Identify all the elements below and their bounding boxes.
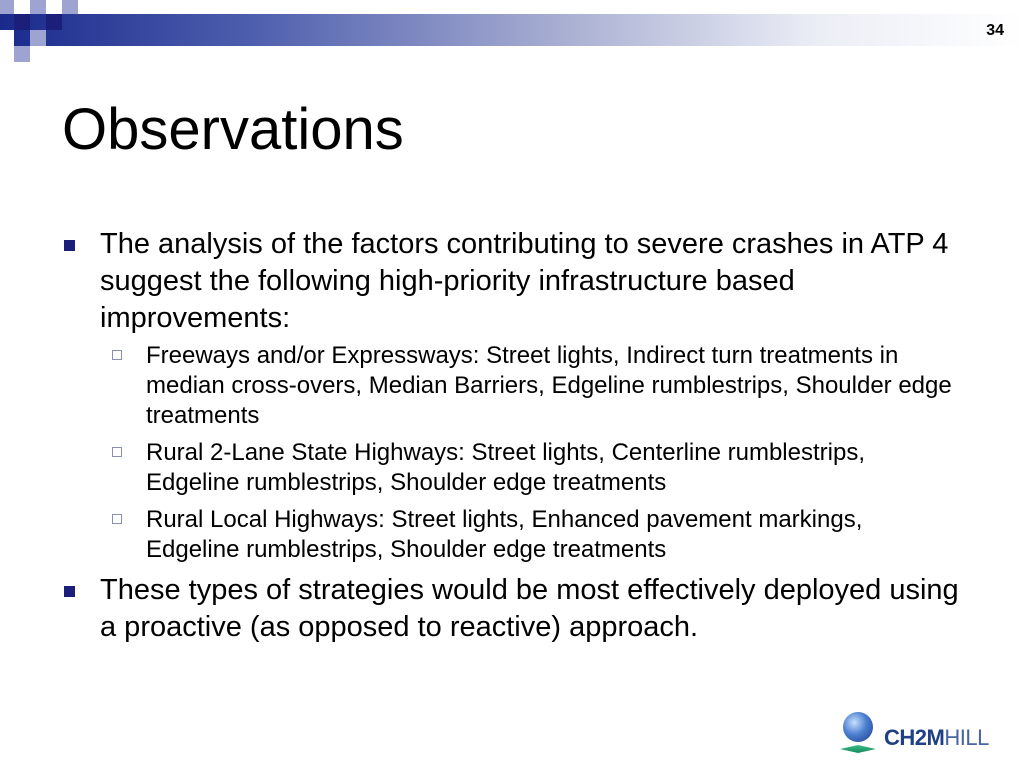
corner-square <box>0 0 14 14</box>
logo-name-bold: CH2M <box>884 725 945 750</box>
square-bullet-icon <box>64 240 75 251</box>
slide-number: 34 <box>986 22 1004 39</box>
sub-bullet-item <box>108 438 962 498</box>
corner-square <box>0 30 14 46</box>
header-gradient-bar <box>0 0 1024 46</box>
sub-bullet-text: Rural 2-Lane State Highways: Street lights, Centerline rumblestrips, Edgeline rumblestrips, Shoulder edge treatments <box>146 439 865 496</box>
corner-square <box>62 0 78 14</box>
corner-square <box>14 46 30 62</box>
hollow-square-bullet-icon <box>112 447 122 457</box>
corner-square <box>14 14 30 30</box>
corner-square <box>30 30 46 46</box>
sub-bullet-text: Rural Local Highways: Street lights, Enhanced pavement markings, Edgeline rumblestrips, Shoulder edge treatments <box>146 506 863 563</box>
header-white-band <box>0 0 1024 14</box>
slide-title: Observations <box>62 97 404 162</box>
logo-wordmark <box>884 725 989 751</box>
globe-icon <box>843 712 873 742</box>
hollow-square-bullet-icon <box>112 350 122 360</box>
bullet-item <box>62 572 962 646</box>
corner-square <box>30 0 46 14</box>
bullet-list <box>62 226 962 650</box>
sub-bullet-item <box>108 341 962 431</box>
square-bullet-icon <box>64 586 75 597</box>
bullet-text: The analysis of the factors contributing to severe crashes in ATP 4 suggest the following high-priority infrastructure based improvements: <box>100 228 949 334</box>
bullet-text: These types of strategies would be most effectively deployed using a proactive (as opposed to reactive) approach. <box>100 574 959 643</box>
company-logo <box>838 712 1018 760</box>
hollow-square-bullet-icon <box>112 514 122 524</box>
logo-base-icon <box>840 745 876 753</box>
logo-name-light: HILL <box>944 725 989 750</box>
sub-bullet-list <box>62 341 962 565</box>
sub-bullet-item <box>108 505 962 565</box>
bullet-item <box>62 226 962 337</box>
corner-square <box>46 14 62 30</box>
sub-bullet-text: Freeways and/or Expressways: Street lights, Indirect turn treatments in median cross-overs, Median Barriers, Edgeline rumblestrips, Shoulder edge treatments <box>146 342 952 429</box>
